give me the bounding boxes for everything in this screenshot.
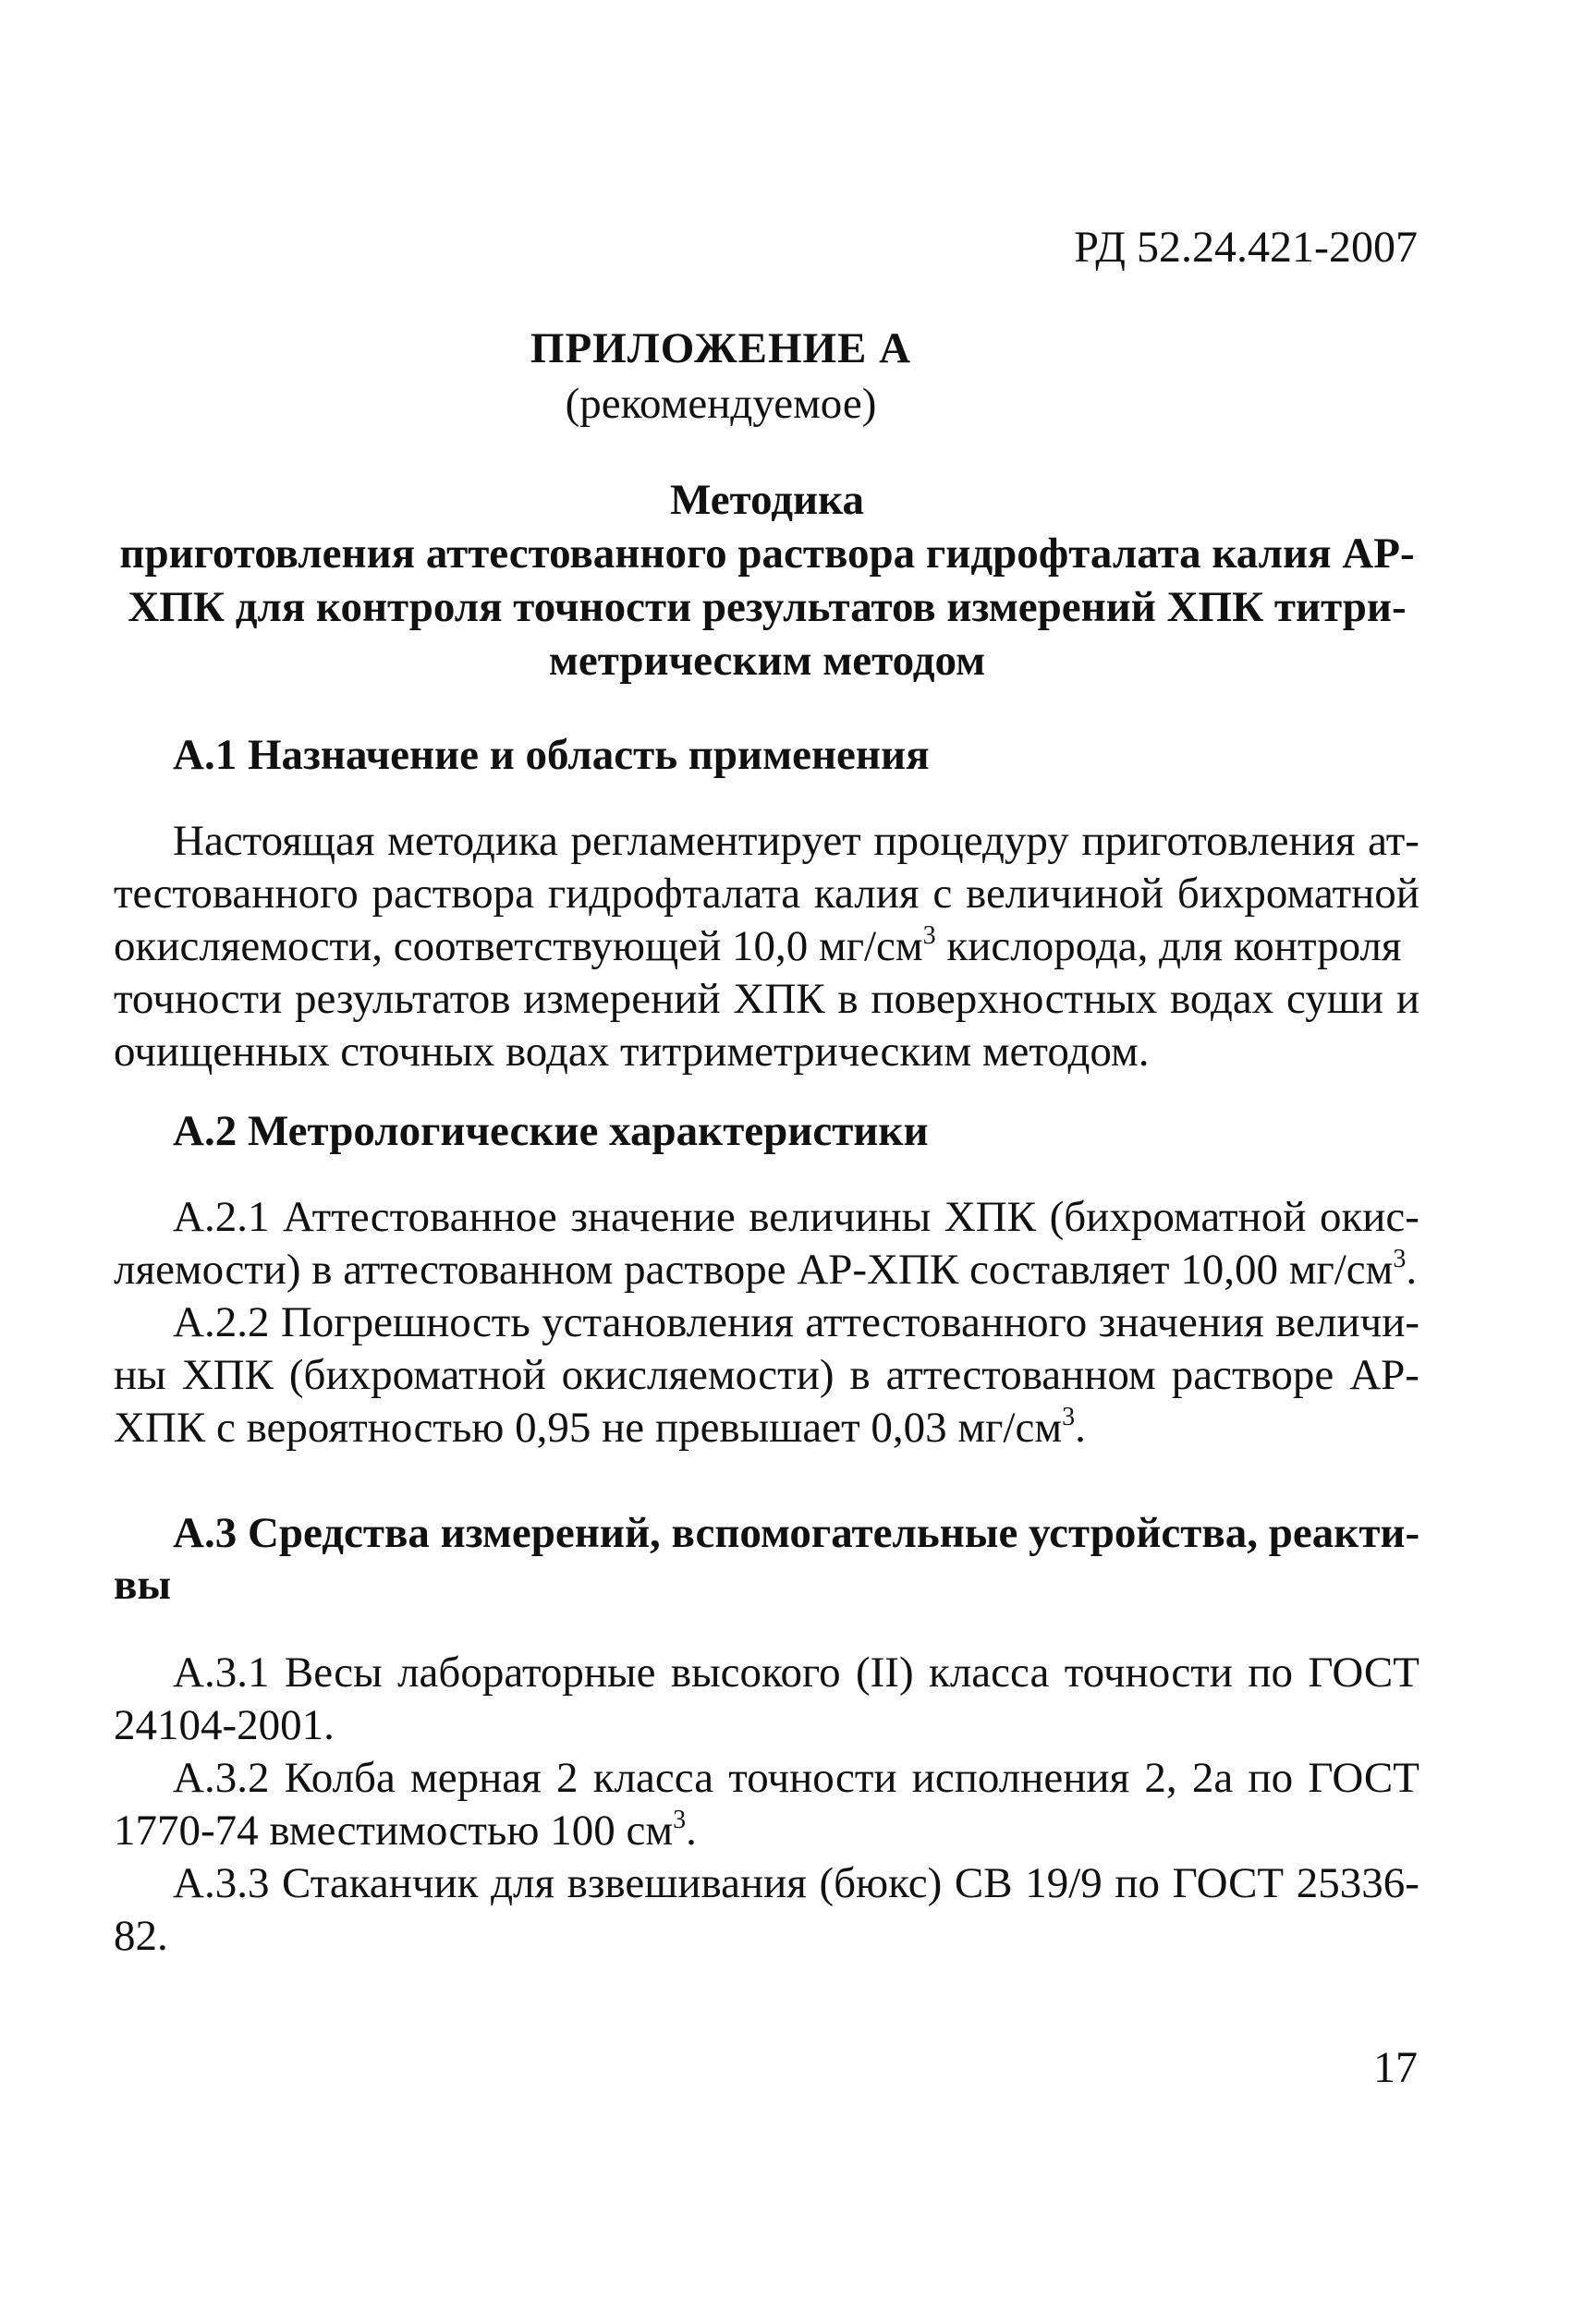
word: 2, (1144, 1754, 1177, 1802)
section-a3-paragraph-2 (114, 1752, 1419, 1857)
paragraph-line: очищенных сточных водах титриметрическим методом. (114, 1028, 1150, 1076)
word: по (1115, 1859, 1160, 1907)
word: значения (1098, 1298, 1264, 1346)
word: исполнения (911, 1754, 1130, 1802)
word: методика (387, 817, 558, 865)
word: ГОСТ (1172, 1859, 1285, 1907)
paragraph-line (114, 1191, 1419, 1244)
word: АР- (1349, 1351, 1419, 1399)
word: измерений (523, 975, 721, 1023)
word: окис- (1319, 1193, 1419, 1241)
section-a2-heading: А.2 Метрологические характеристики (173, 1107, 929, 1155)
word: калия (813, 870, 920, 918)
section-a2-paragraph-1 (114, 1191, 1419, 1296)
word: высокого (670, 1649, 841, 1697)
word: в (837, 975, 859, 1023)
word: ГОСТ (1308, 1649, 1419, 1697)
appendix-subtitle: (рекомендуемое) (565, 380, 877, 428)
paragraph-line (114, 1349, 1419, 1402)
line-text (114, 1805, 697, 1857)
document-code: РД 52.24.421-2007 (1074, 223, 1418, 272)
word: водах (1169, 975, 1274, 1023)
section-a2-paragraph-2 (114, 1296, 1419, 1454)
word: ны (114, 1351, 166, 1399)
word: окисляемости) (561, 1351, 835, 1399)
word: величи- (1275, 1298, 1419, 1346)
word: приготовления (1081, 817, 1356, 865)
method-title-line: метрическим методом (548, 637, 986, 685)
word: А.3.2 (173, 1754, 270, 1802)
paragraph-line: 24104-2001. (114, 1701, 335, 1749)
word: суши (1286, 975, 1384, 1023)
word: А.3.3 (173, 1859, 270, 1907)
word: тестованного (114, 870, 359, 918)
superscript: 3 (1062, 1403, 1076, 1431)
word: с (932, 870, 953, 918)
word: класса (929, 1649, 1050, 1697)
word: ХПК (733, 975, 825, 1023)
appendix-title: ПРИЛОЖЕНИЕ А (530, 324, 912, 372)
superscript: 3 (922, 921, 936, 950)
word: А.2.2 (173, 1298, 270, 1346)
method-title (111, 473, 1423, 688)
word: установления (542, 1298, 794, 1346)
word: точности (114, 975, 283, 1023)
word: регламентирует (570, 817, 861, 865)
section-a3-heading-cont: вы (114, 1561, 172, 1609)
word: величиной (966, 870, 1164, 918)
paragraph-line (114, 1752, 1419, 1805)
word: величины (749, 1193, 932, 1241)
section-a3-paragraph-1 (114, 1647, 1419, 1752)
paragraph-line (114, 1857, 1419, 1910)
word: класса (592, 1754, 714, 1802)
word: ХПК (181, 1351, 274, 1399)
word: А.3.1 (173, 1649, 270, 1697)
word: Колба (284, 1754, 396, 1802)
word: по (1248, 1754, 1294, 1802)
word: по (1248, 1649, 1293, 1697)
text-part: 1770-74 вместимостью 100 см (114, 1807, 674, 1855)
paragraph-line: 82. (114, 1912, 168, 1960)
superscript: 3 (673, 1806, 687, 1834)
word: в (849, 1351, 871, 1399)
word: Настоящая (173, 817, 375, 865)
word: (бихроматной (1049, 1193, 1307, 1241)
paragraph-line (114, 973, 1419, 1026)
word: ХПК (944, 1193, 1037, 1241)
section-a1-paragraph (114, 815, 1419, 1078)
word: 19/9 (1025, 1859, 1103, 1907)
word: 2а (1191, 1754, 1234, 1802)
line-text (114, 1244, 1417, 1296)
paragraph-line (114, 815, 1419, 868)
method-title-line: ХПК для контроля точности результатов измерений ХПК титри- (128, 583, 1407, 631)
word: результатов (294, 975, 511, 1023)
word: поверхностных (871, 975, 1158, 1023)
text-part: . (686, 1807, 697, 1855)
word: 2 (556, 1754, 579, 1802)
paragraph-line (114, 868, 1419, 920)
section-a3-heading: А.3 Средства измерений, вспомогательные устройства, реакти- (173, 1509, 1420, 1557)
word: процедуру (873, 817, 1069, 865)
word: (бихроматной (288, 1351, 546, 1399)
word: точности (1064, 1649, 1233, 1697)
section-a1-heading: А.1 Назначение и область применения (173, 731, 930, 779)
paragraph-line (114, 920, 1419, 973)
section-a3-paragraph-3 (114, 1857, 1419, 1963)
superscript: 3 (1393, 1245, 1407, 1273)
word: 25336- (1296, 1859, 1419, 1907)
text-part: . (1075, 1404, 1086, 1452)
word: ГОСТ (1308, 1754, 1419, 1802)
word: мерная (410, 1754, 542, 1802)
text-part: кислорода, для контроля (935, 922, 1402, 970)
word: гидрофталата (547, 870, 801, 918)
page-number: 17 (1373, 2043, 1418, 2092)
word: и (1395, 975, 1419, 1023)
word: для (491, 1859, 555, 1907)
text-part: ХПК с вероятностью 0,95 не превышает 0,03 мг/см (114, 1404, 1063, 1452)
word: аттестованном (885, 1351, 1156, 1399)
word: (II) (855, 1649, 914, 1697)
word: точности (728, 1754, 897, 1802)
paragraph-line (114, 1805, 1419, 1857)
word: растворе (1171, 1351, 1334, 1399)
paragraph-line (114, 1296, 1419, 1349)
word: А.2.1 (173, 1193, 270, 1241)
method-title-line: приготовления аттестованного раствора гидрофталата калия АР- (119, 529, 1415, 578)
text-part: окисляемости, соответствующей 10,0 мг/см (114, 922, 923, 970)
method-title-line: Методика (670, 476, 864, 524)
word: (бюкс) (819, 1859, 943, 1907)
paragraph-line (114, 1244, 1419, 1296)
line-text (114, 920, 1402, 973)
word: СВ (954, 1859, 1013, 1907)
paragraph-line (114, 1647, 1419, 1699)
word: бихроматной (1176, 870, 1419, 918)
text-part: ляемости) в аттестованном растворе АР-ХПК составляет 10,00 мг/см (114, 1246, 1394, 1294)
word: Весы (284, 1649, 383, 1697)
line-text (114, 1402, 1086, 1454)
text-part: . (1406, 1246, 1418, 1294)
paragraph-line (114, 1402, 1419, 1454)
word: Погрешность (280, 1298, 530, 1346)
word: взвешивания (567, 1859, 807, 1907)
word: ат- (1368, 817, 1419, 865)
word: значение (570, 1193, 736, 1241)
word: аттестованного (805, 1298, 1088, 1346)
word: раствора (372, 870, 535, 918)
word: Аттестованное (283, 1193, 557, 1241)
word: лабораторные (397, 1649, 656, 1697)
word: Стаканчик (282, 1859, 479, 1907)
